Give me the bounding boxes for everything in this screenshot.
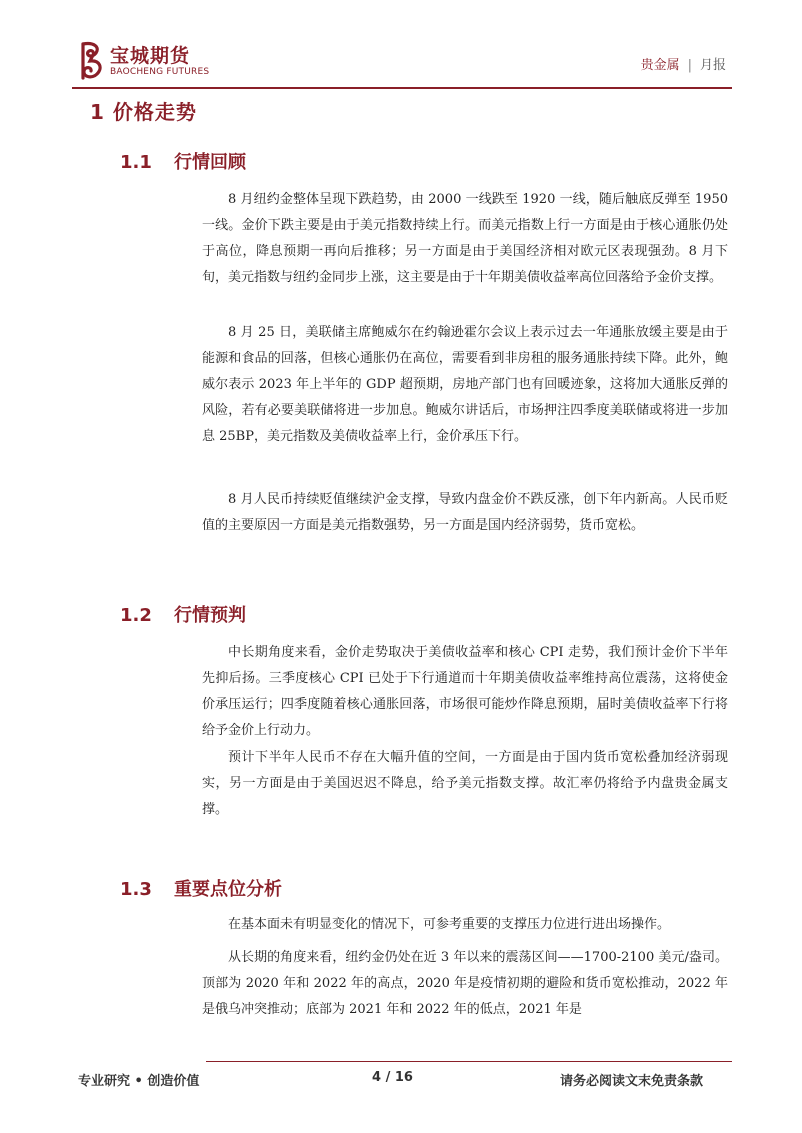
page-number: 4 / 16: [372, 1070, 413, 1085]
report-category: [641, 54, 726, 73]
paragraph: 8 月纽约金整体呈现下跌趋势，由 2000 一线跌至 1920 一线，随后触底反弹至 1950 一线。金价下跌主要是由于美元指数持续上行。而美元指数上行一方面是由于核心通胀仍处于高位，降息预期一再向后推移；另一方面是由于美国经济相对欧元区表现强劲。8 月下旬，美元指数与纽约金同步上涨，这主要是由于十年期美债收益率高位回落给予金价支撑。: [202, 192, 728, 285]
company-logo: [78, 40, 209, 82]
subsection-heading-1-3: [120, 875, 282, 901]
subsection-number: 1.3: [120, 879, 152, 900]
subsection-number: 1.1: [120, 152, 152, 173]
subsection-title: 行情预判: [174, 605, 246, 626]
paragraph: 8 月 25 日，美联储主席鲍威尔在约翰逊霍尔会议上表示过去一年通胀放缓主要是由于能源和食品的回落，但核心通胀仍在高位，需要看到非房租的服务通胀持续下降。此外，鲍威尔表示 2023 年上半年的 GDP 超预期，房地产部门也有回暖迹象，这将加大通胀反弹的风险，若有必要美联储将进一步加息。鲍威尔讲话后，市场押注四季度美联储或将进一步加息 25BP，美元指数及美债收益率上行，金价承压下行。: [202, 325, 728, 444]
section-title: 1 价格走势: [90, 100, 197, 124]
header-separator: |: [687, 58, 692, 73]
paragraph: 预计下半年人民币不存在大幅升值的空间，一方面是由于国内货币宽松叠加经济弱现实，另一方面是由于美国迟迟不降息，给予美元指数支撑。故汇率仍将给予内盘贵金属支撑。: [202, 750, 728, 817]
report-type-label: 月报: [699, 58, 726, 73]
company-name-cn: 宝城期货: [110, 44, 191, 67]
footer-divider: [206, 1061, 732, 1062]
paragraph: 在基本面未有明显变化的情况下，可参考重要的支撑压力位进行进出场操作。: [228, 917, 671, 932]
subsection-title: 行情回顾: [174, 152, 246, 173]
subsection-number: 1.2: [120, 605, 152, 626]
paragraph: 中长期角度来看，金价走势取决于美债收益率和核心 CPI 走势，我们预计金价下半年先抑后扬。三季度核心 CPI 已处于下行通道而十年期美债收益率维持高位震荡，这将使金价承压运行；四季度随着核心通胀回落，市场很可能炒作降息预期，届时美债收益率下行将给予金价上行动力。: [202, 645, 728, 738]
header-divider: [72, 87, 732, 89]
logo-mark-icon: [78, 41, 104, 81]
footer-slogan: 专业研究 • 创造价值: [78, 1074, 200, 1089]
subsection-heading-1-2: [120, 601, 246, 627]
category-label: 贵金属: [640, 58, 680, 73]
page-header: [72, 40, 732, 86]
paragraph: 8 月人民币持续贬值继续沪金支撑，导致内盘金价不跌反涨，创下年内新高。人民币贬值的主要原因一方面是美元指数强势，另一方面是国内经济弱势，货币宽松。: [202, 492, 728, 533]
company-name-en: BAOCHENG FUTURES: [110, 66, 210, 77]
subsection-heading-1-1: [120, 148, 246, 174]
subsection-title: 重要点位分析: [174, 879, 282, 900]
disclaimer-notice: 请务必阅读文末免责条款: [560, 1074, 704, 1089]
paragraph: 从长期的角度来看，纽约金仍处在近 3 年以来的震荡区间——1700-2100 美元/盎司。顶部为 2020 年和 2022 年的高点，2020 年是疫情初期的避险和货币宽松推动，2022 年是俄乌冲突推动；底部为 2021 年和 2022 年的低点，2021 年是: [202, 950, 728, 1017]
